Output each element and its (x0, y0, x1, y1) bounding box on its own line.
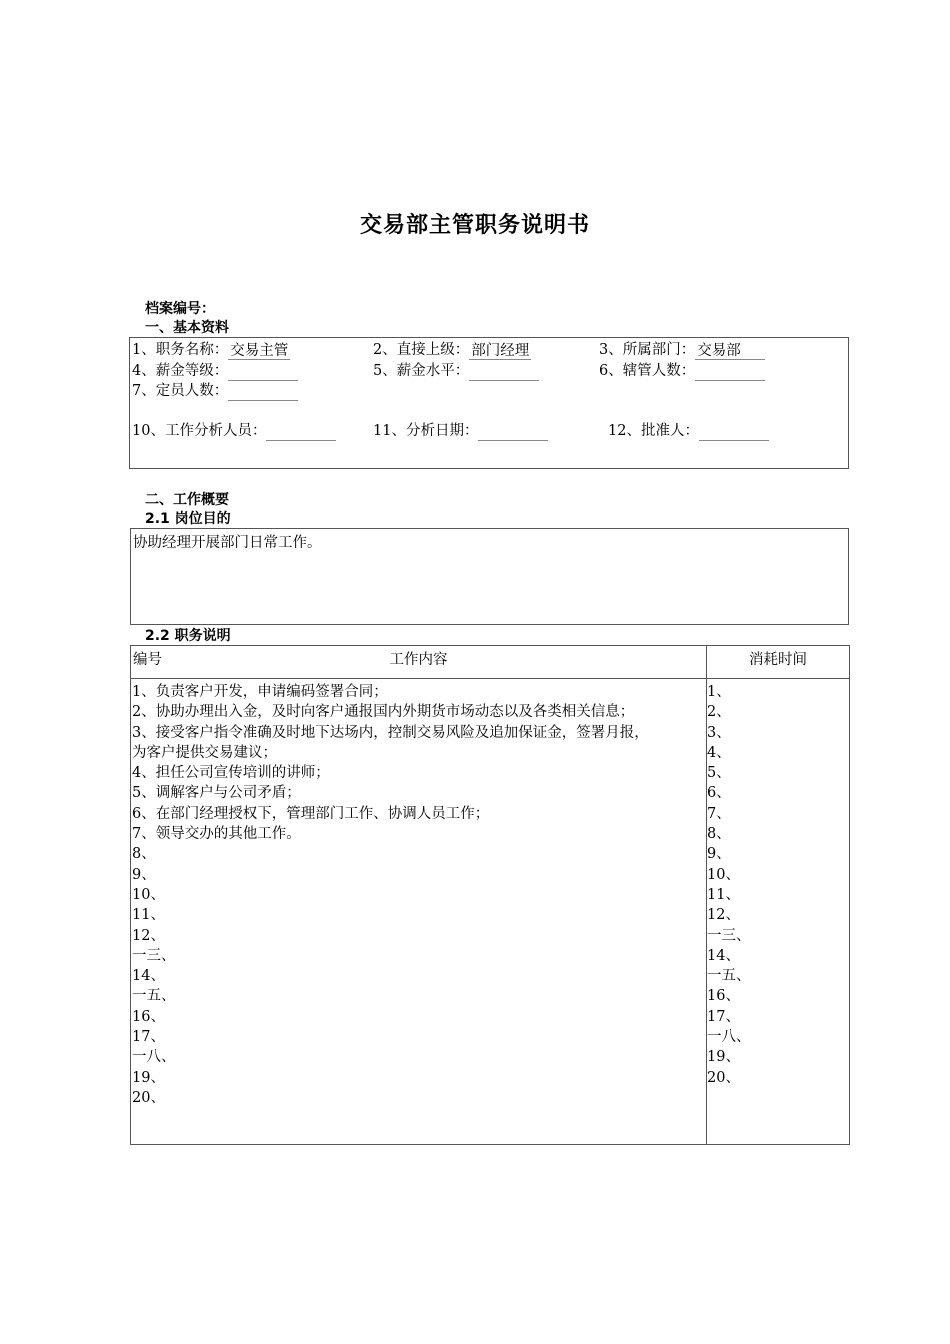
time-item: 12、 (707, 907, 740, 924)
position-name-label: 1、职务名称： (132, 342, 229, 358)
content-item: 3、接受客户指令准确及时地下达场内，控制交易风险及追加保证金，签署月报， (132, 724, 649, 741)
content-item: 12、 (132, 927, 165, 944)
analyst-field (132, 421, 336, 441)
content-list (132, 682, 706, 1108)
archive-number-label: 档案编号： (145, 301, 215, 317)
managed-count-field (599, 361, 765, 381)
analyst-label: 10、工作分析人员： (132, 423, 267, 439)
content-item: 16、 (132, 1008, 165, 1025)
content-item: 20、 (132, 1089, 165, 1106)
purpose-heading: 2.1 岗位目的 (145, 511, 231, 527)
salary-level-label: 5、薪金水平： (373, 363, 470, 379)
supervisor-field (373, 340, 531, 360)
position-name-field (132, 340, 290, 360)
department-value[interactable]: 交易部 (695, 341, 765, 360)
content-item: 7、领导交办的其他工作。 (132, 826, 301, 843)
time-item: 一三、 (707, 927, 751, 944)
analysis-date-field (373, 421, 548, 441)
time-item: 6、 (707, 785, 731, 802)
content-item: 19、 (132, 1069, 165, 1086)
section2-heading: 二、工作概要 (145, 492, 229, 508)
salary-grade-blank[interactable] (228, 362, 298, 381)
content-item: 4、担任公司宣传培训的讲师； (132, 765, 330, 782)
time-item: 19、 (707, 1049, 740, 1066)
time-item: 8、 (707, 826, 731, 843)
content-item: 8、 (132, 846, 156, 863)
supervisor-label: 2、直接上级： (373, 342, 470, 358)
time-list (707, 682, 847, 1088)
content-item: 9、 (132, 866, 156, 883)
managed-count-blank[interactable] (695, 362, 765, 381)
analysis-date-label: 11、分析日期： (373, 423, 479, 439)
analysis-date-blank[interactable] (478, 422, 548, 441)
time-item: 9、 (707, 846, 731, 863)
content-item: 1、负责客户开发，申请编码签署合同； (132, 684, 388, 700)
time-item: 20、 (707, 1069, 740, 1086)
time-item: 一八、 (707, 1029, 751, 1046)
time-item: 10、 (707, 866, 740, 883)
approver-label: 12、批准人： (608, 423, 699, 439)
department-label: 3、所属部门： (599, 342, 696, 358)
time-item: 5、 (707, 765, 731, 782)
salary-level-blank[interactable] (469, 362, 539, 381)
duties-heading: 2.2 职务说明 (145, 628, 231, 644)
staff-quota-label: 7、定员人数： (132, 383, 229, 399)
time-item: 一五、 (707, 968, 751, 985)
content-item: 17、 (132, 1029, 165, 1046)
content-item: 一八、 (132, 1049, 176, 1066)
duties-table (130, 645, 850, 1145)
approver-blank[interactable] (699, 422, 769, 441)
position-name-value[interactable]: 交易主管 (230, 343, 289, 359)
approver-field (608, 421, 769, 441)
staff-quota-field (132, 381, 298, 401)
section1-heading: 一、基本资料 (145, 320, 229, 336)
time-item: 16、 (707, 988, 740, 1005)
time-item: 1、 (707, 684, 731, 700)
time-item: 4、 (707, 744, 731, 761)
purpose-text: 协助经理开展部门日常工作。 (133, 535, 322, 551)
document-title: 交易部主管职务说明书 (359, 213, 590, 238)
header-number: 编号 (133, 652, 162, 668)
content-item: 5、调解客户与公司矛盾； (132, 785, 301, 802)
time-item: 7、 (707, 805, 731, 822)
header-time: 消耗时间 (749, 652, 807, 668)
content-item: 10、 (132, 886, 165, 903)
staff-quota-blank[interactable] (228, 382, 298, 401)
salary-grade-field (132, 361, 298, 381)
content-item: 14、 (132, 968, 165, 985)
time-item: 17、 (707, 1008, 740, 1025)
time-item: 11、 (707, 886, 740, 903)
salary-grade-label: 4、薪金等级： (132, 363, 229, 379)
department-field (599, 340, 765, 360)
table-header-divider (131, 678, 849, 679)
header-content: 工作内容 (389, 652, 448, 668)
managed-count-label: 6、辖管人数： (599, 363, 696, 379)
content-item: 6、在部门经理授权下，管理部门工作、协调人员工作； (132, 805, 490, 822)
salary-level-field (373, 361, 539, 381)
basic-info-box (129, 337, 849, 469)
time-item: 3、 (707, 724, 731, 741)
content-item: 2、协助办理出入金，及时向客户通报国内外期货市场动态以及各类相关信息； (132, 704, 635, 721)
analyst-blank[interactable] (266, 422, 336, 441)
content-item: 11、 (132, 907, 165, 924)
content-item: 为客户提供交易建议； (132, 744, 277, 761)
purpose-box (130, 528, 849, 625)
time-item: 2、 (707, 704, 731, 721)
time-item: 14、 (707, 947, 740, 964)
content-item: 一三、 (132, 947, 176, 964)
supervisor-value[interactable]: 部门经理 (471, 343, 530, 359)
content-item: 一五、 (132, 988, 176, 1005)
